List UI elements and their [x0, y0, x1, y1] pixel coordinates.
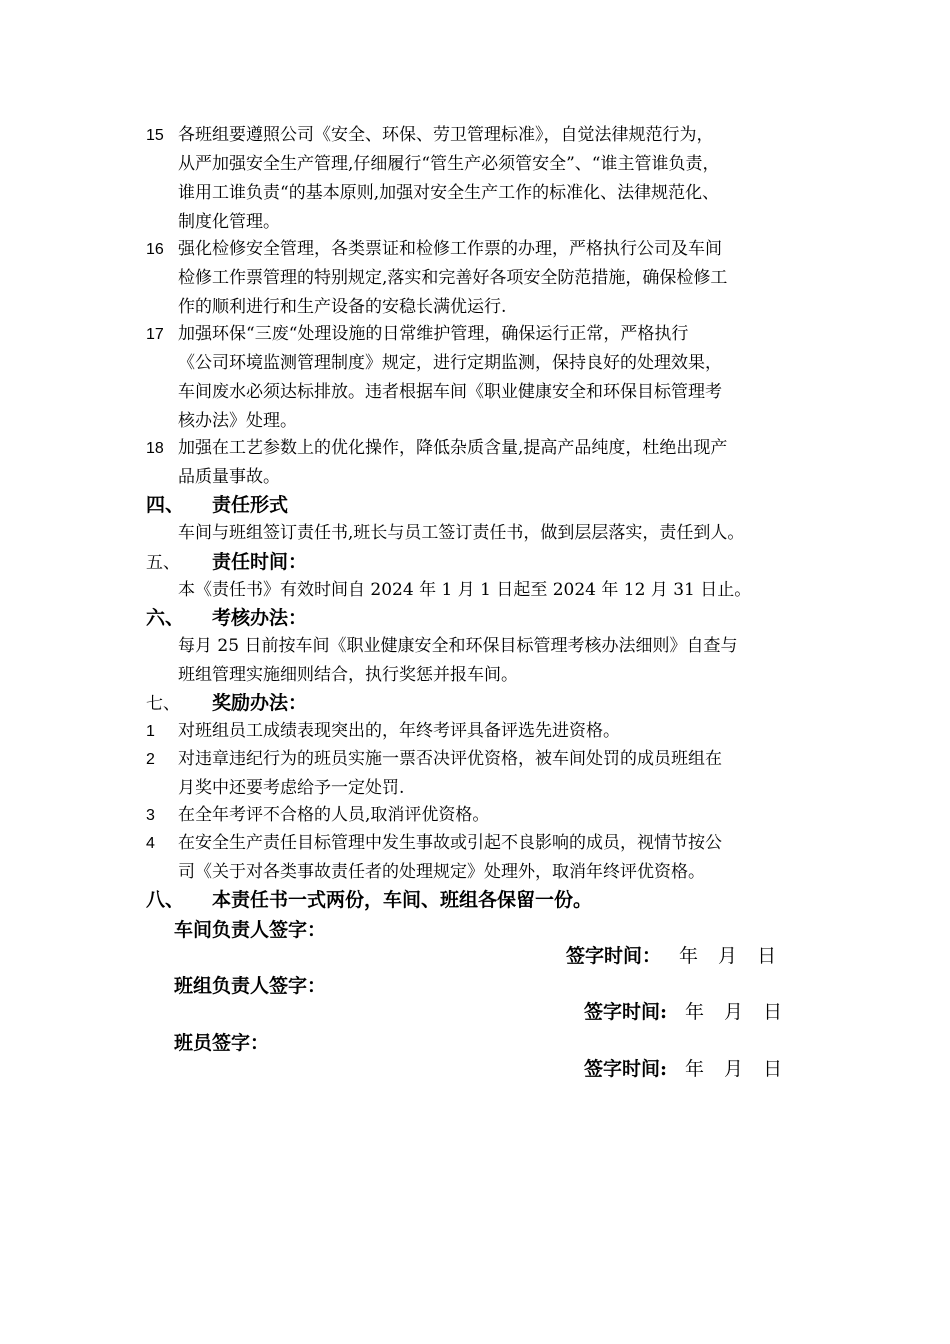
reward-item-1	[146, 717, 826, 746]
list-item-15	[146, 121, 826, 237]
item-number: 18	[146, 440, 164, 457]
signature-date: 年 月 日	[685, 1001, 783, 1023]
item-number: 3	[146, 807, 155, 824]
item-number: 17	[146, 326, 164, 343]
section-heading-6	[146, 604, 307, 633]
item-text-line: 车间废水必须达标排放。违者根据车间《职业健康安全和环保目标管理考	[178, 382, 722, 402]
item-text-line: 检修工作票管理的特别规定,落实和完善好各项安全防范措施，确保检修工	[178, 268, 728, 288]
section-title: 本责任书一式两份，车间、班组各保留一份。	[212, 889, 593, 911]
item-text-line: 《公司环境监测管理制度》规定，进行定期监测，保持良好的处理效果，	[178, 353, 722, 373]
signature-date: 年 月 日	[679, 945, 777, 967]
section-heading-4	[146, 491, 288, 520]
section-5-text: 本《责任书》有效时间自 2024 年 1 月 1 日起至 2024 年 12 月 31 日止。	[178, 580, 752, 600]
signature-time-row	[566, 942, 776, 971]
section-title: 考核办法：	[212, 607, 308, 629]
item-number: 4	[146, 835, 155, 852]
section-number: 五、	[146, 553, 180, 573]
item-text-line: 从严加强安全生产管理,仔细履行“管生产必须管安全”、“谁主管谁负责，	[178, 154, 720, 174]
section-number: 七、	[146, 694, 180, 714]
section-number: 四、	[146, 494, 185, 516]
item-text-line: 各班组要遵照公司《安全、环保、劳卫管理标准》，自觉法律规范行为，	[178, 125, 714, 145]
reward-item-2	[146, 745, 826, 803]
list-item-16	[146, 235, 826, 322]
section-title: 奖励办法：	[212, 692, 308, 714]
item-text-line: 对违章违纪行为的班员实施一票否决评优资格，被车间处罚的成员班组在	[178, 749, 722, 769]
section-4-text: 车间与班组签订责任书,班长与员工签订责任书，做到层层落实，责任到人。	[178, 523, 745, 543]
item-text-line: 强化检修安全管理，各类票证和检修工作票的办理，严格执行公司及车间	[178, 239, 722, 259]
workshop-leader-signature-label: 车间负责人签字：	[174, 919, 327, 941]
reward-item-3	[146, 801, 826, 830]
signature-time-row	[584, 998, 782, 1027]
section-number: 六、	[146, 607, 185, 629]
item-number: 2	[146, 751, 155, 768]
item-text-line: 核办法》处理。	[178, 411, 297, 431]
item-number: 1	[146, 723, 155, 740]
item-text-line: 月奖中还要考虑给予一定处罚.	[178, 778, 405, 798]
signature-time-row	[584, 1055, 782, 1084]
member-signature-label: 班员签字：	[174, 1032, 270, 1054]
signature-time-label: 签字时间：	[566, 945, 662, 967]
item-text-line: 制度化管理。	[178, 212, 280, 232]
signature-time-label: 签字时间:	[584, 1058, 668, 1080]
item-text-line: 司《关于对各类事故责任者的处理规定》处理外，取消年终评优资格。	[178, 862, 705, 882]
signature-time-label: 签字时间:	[584, 1001, 668, 1023]
item-text-line: 在全年考评不合格的人员,取消评优资格。	[178, 805, 490, 825]
item-text-line: 加强环保“三废“处理设施的日常维护管理，确保运行正常，严格执行	[178, 324, 689, 344]
signature-date: 年 月 日	[685, 1058, 783, 1080]
section-6-text	[178, 632, 737, 690]
section-heading-7	[146, 689, 307, 719]
item-text-line: 加强在工艺参数上的优化操作，降低杂质含量,提高产品纯度，杜绝出现产	[178, 438, 728, 458]
paragraph-line: 每月 25 日前按车间《职业健康安全和环保目标管理考核办法细则》自查与	[178, 636, 738, 656]
item-text-line: 作的顺利进行和生产设备的安稳长满优运行.	[178, 297, 507, 317]
item-text-line: 品质量事故。	[178, 467, 280, 487]
paragraph-line: 班组管理实施细则结合，执行奖惩并报车间。	[178, 665, 518, 685]
item-text-line: 在安全生产责任目标管理中发生事故或引起不良影响的成员，视情节按公	[178, 833, 722, 853]
team-leader-signature-label: 班组负责人签字：	[174, 975, 327, 997]
section-heading-8	[146, 886, 592, 915]
item-number: 15	[146, 127, 164, 144]
list-item-17	[146, 320, 826, 436]
section-heading-5	[146, 548, 307, 578]
reward-item-4	[146, 829, 826, 887]
list-item-18	[146, 434, 826, 492]
item-number: 16	[146, 241, 164, 258]
section-number: 八、	[146, 889, 185, 911]
item-text-line: 谁用工谁负责“的基本原则,加强对安全生产工作的标准化、法律规范化、	[178, 183, 720, 203]
section-title: 责任时间：	[212, 551, 308, 573]
section-title: 责任形式	[212, 494, 289, 516]
item-text-line: 对班组员工成绩表现突出的，年终考评具备评选先进资格。	[178, 721, 620, 741]
